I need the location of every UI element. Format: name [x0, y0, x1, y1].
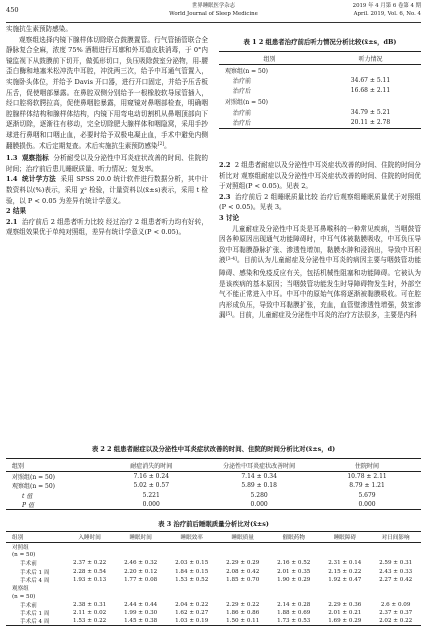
group-row [6, 584, 421, 592]
table-cell: 2.27 ± 0.42 [379, 577, 413, 584]
table-cell: 7.14 ± 0.34 [241, 473, 277, 480]
table-cell: 2.04 ± 0.22 [175, 601, 209, 608]
table-cell: 2.6 ± 0.09 [380, 601, 411, 608]
table-cell: 2.59 ± 0.31 [379, 560, 413, 567]
table-cell: 16.68 ± 2.11 [350, 87, 391, 95]
table-header-cell: 组别 [263, 55, 276, 63]
group-name: 对照组 [12, 545, 29, 551]
section-2-1 [6, 217, 208, 238]
group-row [6, 543, 421, 552]
table-cell: 8.79 ± 1.21 [349, 482, 385, 490]
table-cell: 5.679 [358, 491, 376, 499]
table-cell: 5.221 [142, 491, 160, 499]
table-header-cell: 组别 [12, 462, 25, 470]
table-cell: 2.03 ± 0.15 [175, 560, 209, 567]
table-cell: 1.86 ± 0.86 [226, 610, 260, 617]
table-row [219, 107, 421, 118]
table-cell: 2.20 ± 0.12 [124, 568, 158, 575]
journal-title-en: World Journal of Sleep Medicine [169, 10, 258, 17]
row-label: 手术前 [20, 602, 37, 609]
table-cell: 2.38 ± 0.31 [73, 601, 107, 608]
row-label: 对照组(n = 50) [12, 474, 56, 481]
table-row [219, 117, 421, 128]
citation: [2] [157, 142, 165, 148]
table-header-cell: 对日间影响 [381, 535, 410, 541]
table-cell: 1.93 ± 0.13 [73, 577, 107, 584]
table-header-cell: 组别 [12, 535, 24, 541]
section-text: 治疗前后 2 组睡眠质量比较 治疗后观察组睡眠质量优于对照组(P < 0.05)。见表 3。 [219, 192, 422, 212]
table-header-cell: 听力情况 [358, 55, 383, 63]
table-cell: 34.79 ± 5.21 [350, 108, 391, 116]
journal-title-cn: 世界睡眠医学杂志 [191, 3, 236, 9]
table-header-cell: 催眠药物 [282, 535, 305, 541]
table-cell: 1.69 ± 0.29 [328, 618, 362, 625]
citation: [5] [225, 311, 233, 317]
table-row [6, 559, 421, 567]
row-label: 手术后 4 周 [20, 578, 50, 585]
table-cell: 1.84 ± 0.15 [175, 568, 209, 575]
table-cell: 1.77 ± 0.08 [124, 577, 158, 584]
row-label: 治疗后 [233, 120, 252, 128]
group-label [6, 543, 421, 552]
table-cell: 2.16 ± 0.52 [277, 560, 311, 567]
paragraph-text: 儿童耐症及分泌性中耳炎是耳鼻喉科的一种常见疾病，当咽鼓管因各种原因出现通气功能障碍时，中耳气体被黏膜吸收，中耳负压导致中耳黏膜静脉扩张、渗透性增加，黏膜水肿和浸润出，导致中耳积液 [219, 224, 421, 265]
table-cell: 1.92 ± 0.47 [328, 577, 362, 584]
table-row [219, 75, 421, 86]
table-cell: 2.01 ± 0.35 [277, 568, 311, 575]
section-text: 治疗前后 2 组患者听力比较 经过治疗 2 组患者听力均有好转，观察组效果优于单纯对照组，差异有统计学意义(P < 0.05)。 [6, 217, 208, 237]
table-1-caption: 表 1 2 组患者治疗前后听力情况分析比较(x̄±s，dB) [243, 38, 397, 46]
table-cell: 1.45 ± 0.38 [124, 618, 158, 625]
paragraph-text: 。目前认为儿童耐症及分泌性中耳炎的病因主要与咽鼓管功能障碍、感染和免疫反应有关，包括机械性阻塞和功能障碍。它被认为是该疾病的基本原因；当咽鼓管功能发生时导障碍物发生时，外部空气不能正常进入中耳。中耳中的原始气体将逐渐被黏膜吸收。可在腔内形成负压，导致中耳黏膜扩张，充血，血管壁渗透性增强，鼓室渗漏 [219, 256, 422, 320]
table-cell: 1.85 ± 0.70 [226, 577, 260, 584]
paragraph-text: 。目前，儿童耐症及分泌性中耳炎的治疗方法很多，主要是内科 [232, 311, 417, 320]
section-number: 2.1 [6, 217, 18, 226]
page-number: 450 [6, 6, 19, 14]
table-cell: 2.15 ± 0.22 [328, 568, 362, 575]
table-cell: 1.50 ± 0.11 [226, 618, 260, 625]
table-cell: 2.44 ± 0.44 [124, 601, 158, 608]
section-number: 1.4 [6, 175, 18, 184]
table-cell: 5.89 ± 0.18 [241, 482, 277, 490]
table-cell: 2.14 ± 0.28 [277, 601, 311, 608]
table-header-cell: 分泌性中耳炎症状改善时间 [223, 462, 296, 470]
row-label: 手术后 1 周 [20, 569, 50, 576]
row-label: 观察组(n = 50) [12, 483, 56, 491]
table-row [6, 576, 421, 584]
group-row [6, 551, 421, 559]
section-text: 分析耐受以及分泌性中耳炎症状改善的时间、住院的时间；治疗前后患儿睡眠质量、听力情况；复发率。 [6, 154, 208, 173]
group-size: (n = 50) [12, 593, 36, 600]
issue-date-cn: 2019 年 4 月第 6 卷第 4 期 [352, 3, 421, 9]
table-cell: 2.31 ± 0.14 [328, 560, 362, 567]
table-cell: 2.43 ± 0.33 [379, 568, 413, 575]
section-2-title: 2 结果 [6, 207, 27, 216]
section-1-3 [6, 153, 208, 174]
table-row [6, 617, 421, 626]
group-label: 对照组(n = 50) [225, 99, 269, 107]
table-row [219, 65, 421, 76]
section-text: 采用 SPSS 20.0 统计软件进行数据分析，其中计数资料以(%)表示，采用 χ² 检验，计量资料以(x̄±s)表示，采用 t 检验，以 P < 0.05 为差异有统计学意义。 [6, 175, 209, 205]
row-label: P 值 [22, 502, 34, 509]
table-cell: 0.000 [142, 501, 160, 508]
table-cell [320, 96, 421, 107]
section-text: 2 组患者耐症以及分泌性中耳炎症状改善的时间、住院的时间分析比对 观察组耐症以及分泌性中耳炎症状改善的时间、住院的时间优于对照组(P < 0.05)。见表 2。 [219, 161, 421, 191]
table-cell: 0.000 [250, 501, 268, 508]
table-cell: 2.37 ± 0.22 [73, 560, 107, 567]
section-number: 2.2 [219, 161, 231, 169]
table-row [6, 481, 421, 491]
table-cell: 5.280 [250, 491, 268, 499]
table-cell: 34.67 ± 5.11 [350, 76, 391, 84]
section-2-2 [219, 160, 421, 192]
row-label: 治疗后 [233, 88, 252, 96]
table-row [219, 96, 421, 107]
table-cell: 1.99 ± 0.30 [124, 610, 158, 617]
group-row [6, 592, 421, 600]
table-cell [320, 65, 421, 76]
left-column [6, 24, 208, 238]
table-cell: 1.88 ± 0.69 [277, 610, 311, 617]
table-cell: 5.02 ± 0.57 [133, 482, 170, 490]
table-1 [219, 51, 421, 129]
table-header-cell: 入睡时间 [78, 535, 101, 541]
paragraph-method-observation [6, 35, 208, 154]
row-label: 手术后 1 周 [20, 611, 50, 618]
table-row [219, 86, 421, 97]
table-cell: 1.90 ± 0.29 [277, 577, 311, 584]
table-cell: 1.53 ± 0.52 [175, 577, 209, 584]
row-label: 治疗前 [233, 77, 252, 85]
table-2 [6, 458, 421, 510]
journal-title [150, 3, 277, 18]
table-header-cell: 耐症消失的时间 [130, 462, 173, 470]
table-row [6, 472, 421, 482]
paragraph-end: 。 [164, 141, 171, 150]
section-number: 2.3 [219, 192, 231, 201]
right-column [219, 160, 421, 323]
table-header-cell: 睡眠效率 [180, 535, 203, 541]
section-3-title: 3 讨论 [219, 213, 240, 222]
table-2-caption: 表 2 2 组患者耐症以及分泌性中耳炎症状改善的时间、住院的时间分析比对(x̄±s，d) [91, 445, 336, 453]
table-cell: 2.29 ± 0.22 [226, 601, 260, 608]
group-label [6, 584, 421, 592]
row-label: t 值 [22, 492, 33, 500]
table-cell: 2.11 ± 0.02 [73, 610, 107, 617]
table-cell: 2.46 ± 0.32 [124, 560, 158, 567]
table-cell: 1.03 ± 0.19 [175, 618, 209, 625]
row-label: 治疗前 [233, 109, 252, 117]
row-label: 手术前 [20, 561, 37, 568]
table-cell: 10.78 ± 2.11 [347, 473, 387, 480]
header-divider [6, 22, 421, 23]
citation: [3-4] [225, 256, 237, 262]
group-size: (n = 50) [12, 552, 36, 559]
table-row [6, 568, 421, 576]
table-cell: 7.16 ± 0.24 [133, 473, 170, 480]
section-title: 统计学方法 [22, 175, 56, 184]
issue-info [353, 3, 421, 18]
table-header-cell: 睡眠障碍 [333, 535, 356, 541]
table-cell: 0.000 [358, 501, 376, 508]
table-cell: 2.28 ± 0.54 [73, 568, 107, 575]
table-row [6, 500, 421, 510]
table-cell: 2.08 ± 0.42 [226, 568, 260, 575]
table-cell: 1.62 ± 0.27 [175, 610, 209, 617]
paragraph-discussion [219, 224, 421, 323]
table-header-cell: 睡眠质量 [231, 535, 254, 541]
table-header-cell: 睡眠时间 [129, 535, 152, 541]
table-3 [6, 531, 421, 626]
group-name: 观察组 [12, 586, 29, 593]
section-2-3 [219, 192, 421, 213]
table-cell: 1.73 ± 0.53 [277, 618, 311, 625]
section-1-4 [6, 174, 208, 206]
paragraph: 实施抗生素预防感染。 [6, 25, 72, 33]
table-cell: 2.01 ± 0.21 [328, 610, 362, 617]
table-cell: 2.29 ± 0.36 [328, 601, 362, 608]
table-3-caption: 表 3 治疗前后睡眠质量分析比对(x̄±s) [158, 520, 269, 528]
issue-date-en: April. 2019, Vol. 6, No. 4 [353, 10, 421, 17]
table-header-cell: 住院时间 [355, 462, 380, 470]
table-cell: 20.11 ± 2.78 [350, 119, 391, 127]
section-title: 观察指标 [21, 154, 49, 163]
table-row [6, 601, 421, 609]
paragraph-text: 观察组选择内镜下腺样体切除联合鼓膜置管。行气管插管联合全静脉复合全麻，浓度 75% 酒精进行耳廓和外耳道皮肤消毒，于 0°内镜监视下从鼓膜前下切开，做弧形切口，负压吸除鼓室分泌物，用-腰歪白酶和地塞米松冲洗中耳腔，冲洗两三次，给予中耳通气管置入，实施卧头体位，并给予 Davis 开口器，进行开口固定，并给予压舌板压舌，促使咽部暴露。在鼻腔双侧分别给予一根橡胶软导尿管插入，经口腔将软腭拉高，促使鼻咽腔暴露，用窥镜对鼻咽部检查，明确咽腔腺样体结构和腺样体结构，内镜下用弯电动切割机从鼻咽顶部向下逐渐切除，逐渐往有移动，完全切除肥大腺样体和咽隐窝，采用手抄球进行鼻咽和口咽止血，必要时给予双极电凝止血，手术中避免内侧翻膜损伤。术后定期复查。术后实施抗生素预防感染 [6, 35, 208, 150]
table-cell: 2.29 ± 0.29 [226, 560, 260, 567]
group-label: 观察组(n = 50) [225, 67, 269, 75]
table-row [6, 609, 421, 617]
section-number: 1.3 [6, 154, 18, 163]
table-cell: 2.02 ± 0.22 [379, 618, 413, 625]
running-header [0, 3, 427, 25]
table-cell: 1.53 ± 0.22 [73, 618, 107, 625]
row-label: 手术后 4 周 [20, 619, 50, 626]
table-cell: 2.37 ± 0.37 [379, 610, 413, 617]
table-row [6, 491, 421, 501]
